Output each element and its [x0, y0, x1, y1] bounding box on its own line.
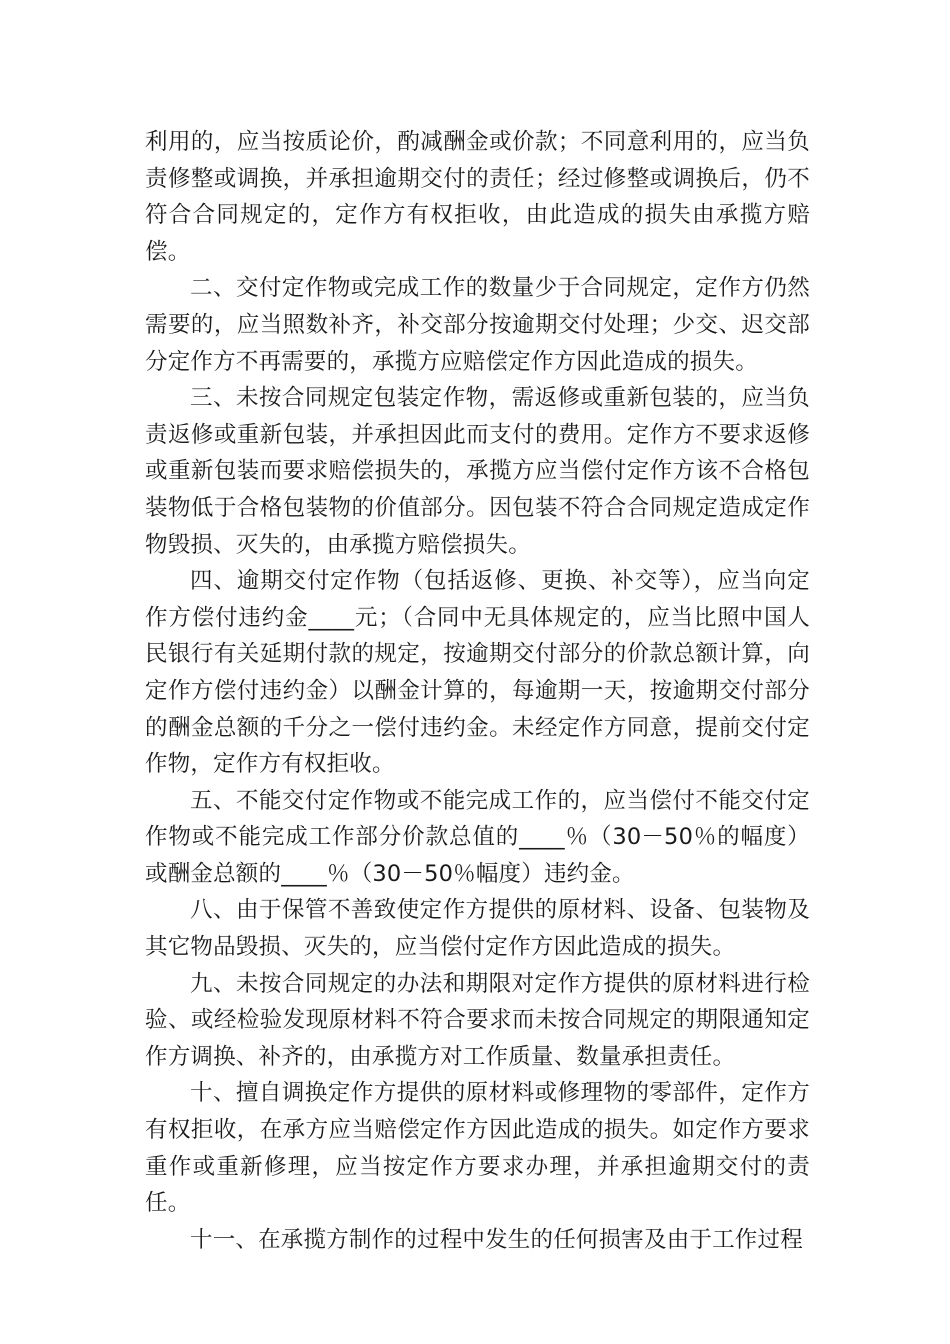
- paragraph-continuation: 利用的，应当按质论价，酌减酬金或价款；不同意利用的，应当负责修整或调换，并承担逾期交付的责任；经过修整或调换后，仍不符合合同规定的，定作方有权拒收，由此造成的损失由承揽方赔偿。: [145, 129, 810, 265]
- paragraph-item-8: 八、由于保管不善致使定作方提供的原材料、设备、包装物及其它物品毁损、灭失的，应当偿付定作方因此造成的损失。: [145, 897, 810, 961]
- paragraph-item-9: 九、未按合同规定的办法和期限对定作方提供的原材料进行检验、或经检验发现原材料不符合要求而未按合同规定的期限通知定作方调换、补齐的，由承揽方对工作质量、数量承担责任。: [145, 970, 810, 1070]
- paragraph-item-3: 三、未按合同规定包装定作物，需返修或重新包装的，应当负责返修或重新包装，并承担因此而支付的费用。定作方不要求返修或重新包装而要求赔偿损失的，承揽方应当偿付定作方该不合格包装物低于合格包装物的价值部分。因包装不符合合同规定造成定作物毁损、灭失的，由承揽方赔偿损失。: [145, 385, 810, 558]
- paragraph-item-11: 十一、在承揽方制作的过程中发生的任何损害及由于工作过程: [190, 1226, 803, 1253]
- document-page: [145, 124, 810, 1258]
- paragraph-item-4: 四、逾期交付定作物（包括返修、更换、补交等），应当向定作方偿付违约金____元；（合同中无具体规定的，应当比照中国人民银行有关延期付款的规定，按逾期交付部分的价款总额计算，向定作方偿付违约金）以酬金计算的，每逾期一天，按逾期交付部分的酬金总额的千分之一偿付违约金。未经定作方同意，提前交付定作物，定作方有权拒收。: [145, 568, 810, 778]
- paragraph-item-10: 十、擅自调换定作方提供的原材料或修理物的零部件，定作方有权拒收，在承方应当赔偿定作方因此造成的损失。如定作方要求重作或重新修理，应当按定作方要求办理，并承担逾期交付的责任。: [145, 1080, 810, 1217]
- paragraph-item-2: 二、交付定作物或完成工作的数量少于合同规定，定作方仍然需要的，应当照数补齐，补交部分按逾期交付处理；少交、迟交部分定作方不再需要的，承揽方应赔偿定作方因此造成的损失。: [145, 275, 810, 375]
- paragraph-item-5: 五、不能交付定作物或不能完成工作的，应当偿付不能交付定作物或不能完成工作部分价款总值的____％（30－50％的幅度）或酬金总额的____％（30－50％幅度）违约金。: [145, 787, 810, 887]
